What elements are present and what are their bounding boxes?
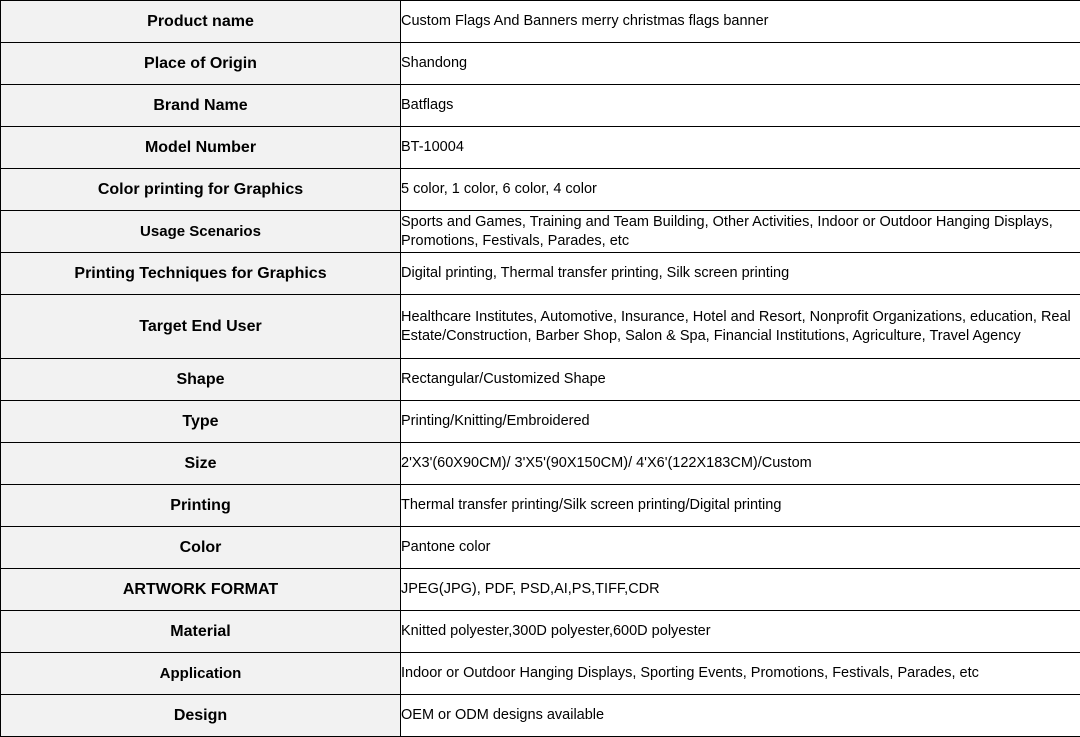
spec-label: ARTWORK FORMAT xyxy=(1,569,401,611)
spec-label: Color printing for Graphics xyxy=(1,169,401,211)
spec-row-size xyxy=(1,443,1080,485)
spec-row-shape xyxy=(1,359,1080,401)
spec-label: Shape xyxy=(1,359,401,401)
spec-row-design xyxy=(1,695,1080,737)
spec-value: Rectangular/Customized Shape xyxy=(401,359,1080,401)
spec-row-target-end-user xyxy=(1,295,1080,359)
spec-label: Product name xyxy=(1,1,401,43)
spec-value: Batflags xyxy=(401,85,1080,127)
spec-label: Material xyxy=(1,611,401,653)
spec-row-color-printing xyxy=(1,169,1080,211)
spec-label: Printing Techniques for Graphics xyxy=(1,253,401,295)
spec-value: JPEG(JPG), PDF, PSD,AI,PS,TIFF,CDR xyxy=(401,569,1080,611)
spec-label: Application xyxy=(1,653,401,695)
spec-label: Place of Origin xyxy=(1,43,401,85)
spec-label: Type xyxy=(1,401,401,443)
spec-label: Design xyxy=(1,695,401,737)
spec-value: 2'X3'(60X90CM)/ 3'X5'(90X150CM)/ 4'X6'(122X183CM)/Custom xyxy=(401,443,1080,485)
spec-value: Sports and Games, Training and Team Building, Other Activities, Indoor or Outdoor Hanging Displays, Promotions, Festivals, Parades, etc xyxy=(401,211,1080,253)
spec-row-color xyxy=(1,527,1080,569)
spec-row-brand-name xyxy=(1,85,1080,127)
spec-value: Indoor or Outdoor Hanging Displays, Sporting Events, Promotions, Festivals, Parades, etc xyxy=(401,653,1080,695)
spec-value: Digital printing, Thermal transfer printing, Silk screen printing xyxy=(401,253,1080,295)
spec-row-usage-scenarios xyxy=(1,211,1080,253)
spec-value: Pantone color xyxy=(401,527,1080,569)
spec-row-printing xyxy=(1,485,1080,527)
spec-row-material xyxy=(1,611,1080,653)
spec-label: Usage Scenarios xyxy=(1,211,401,253)
spec-row-product-name xyxy=(1,1,1080,43)
spec-label: Model Number xyxy=(1,127,401,169)
spec-value: Shandong xyxy=(401,43,1080,85)
spec-label: Color xyxy=(1,527,401,569)
spec-label: Printing xyxy=(1,485,401,527)
spec-value: Knitted polyester,300D polyester,600D polyester xyxy=(401,611,1080,653)
spec-row-printing-techniques xyxy=(1,253,1080,295)
spec-row-artwork-format xyxy=(1,569,1080,611)
spec-row-place-of-origin xyxy=(1,43,1080,85)
spec-row-type xyxy=(1,401,1080,443)
spec-row-model-number xyxy=(1,127,1080,169)
spec-label: Size xyxy=(1,443,401,485)
spec-value: Healthcare Institutes, Automotive, Insurance, Hotel and Resort, Nonprofit Organizations, education, Real Estate/Construction, Barber Shop, Salon & Spa, Financial Institutions, Agriculture, Travel Agency xyxy=(401,295,1080,359)
spec-value: 5 color, 1 color, 6 color, 4 color xyxy=(401,169,1080,211)
spec-value: Thermal transfer printing/Silk screen printing/Digital printing xyxy=(401,485,1080,527)
spec-value: BT-10004 xyxy=(401,127,1080,169)
spec-row-application xyxy=(1,653,1080,695)
spec-label: Target End User xyxy=(1,295,401,359)
spec-value: Printing/Knitting/Embroidered xyxy=(401,401,1080,443)
spec-label: Brand Name xyxy=(1,85,401,127)
spec-value: OEM or ODM designs available xyxy=(401,695,1080,737)
spec-value: Custom Flags And Banners merry christmas flags banner xyxy=(401,1,1080,43)
